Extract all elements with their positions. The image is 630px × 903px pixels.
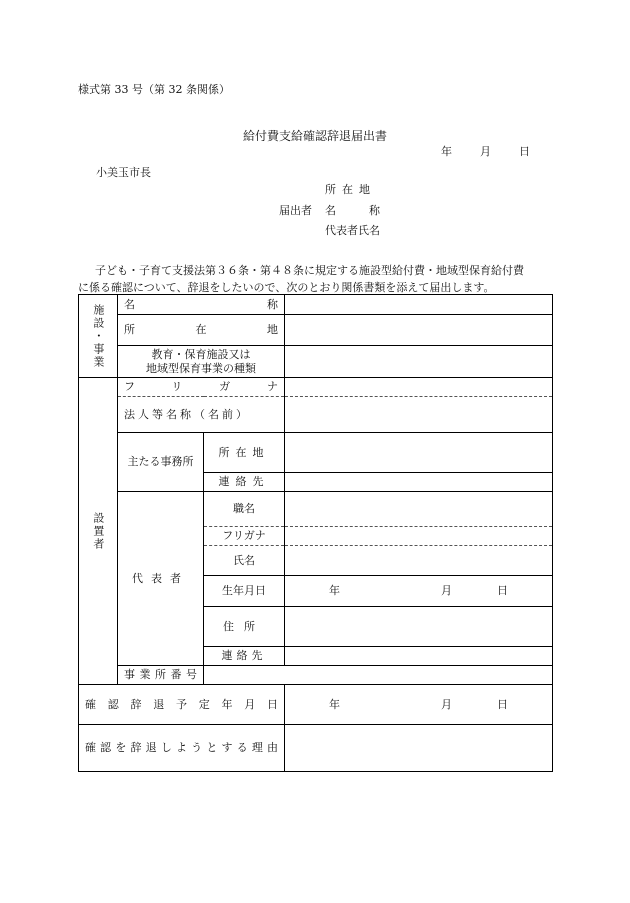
rep-furigana-field[interactable] [285,527,553,546]
office-number-field[interactable] [204,666,553,685]
facility-address-field[interactable] [285,315,553,346]
office-address-field[interactable] [285,433,553,473]
birth-year: 年 [329,584,340,598]
office-address-label: 所在地 [204,433,285,473]
rep-name-field[interactable] [285,546,553,576]
representative-label-cell: 代表者 [118,492,204,666]
corp-name-field[interactable] [285,397,553,433]
date-month: 月 [480,145,491,158]
facility-type-field[interactable] [285,346,553,378]
withdraw-date-field[interactable] [285,685,553,725]
date-day: 日 [519,145,530,158]
facility-name-label: 名称 [118,295,285,315]
address-label: 所在地 [325,183,376,196]
furigana-field[interactable] [285,378,553,397]
birth-day: 日 [497,584,508,598]
form-number: 様式第 33 号（第 32 条関係） [78,83,230,96]
office-contact-label: 連絡先 [204,473,285,492]
rep-address-label: 住所 [204,607,285,647]
representative-label: 代表者氏名 [325,224,380,237]
founder-group-label: 設置者 [79,378,118,685]
confirmation-withdrawal-form [78,294,553,772]
rep-title-field[interactable] [285,492,553,527]
rep-contact-label: 連絡先 [204,647,285,666]
corp-name-label: 法人等名称（名前） [118,397,285,433]
furigana-label: フリガナ [118,378,285,397]
rep-birth-label: 生年月日 [204,576,285,607]
office-contact-field[interactable] [285,473,553,492]
facility-type-label: 教育・保育施設又は 地域型保育事業の種類 [118,346,285,378]
intro-line-2: に係る確認について、辞退をしたいので、次のとおり関係書類を添えて届出します。 [78,281,495,294]
name-label: 名 称 [325,204,380,217]
intro-line-1: 子ども・子育て支援法第３６条・第４８条に規定する施設型給付費・地域型保育給付費 [95,264,524,277]
notifier-label: 届出者 [279,204,312,217]
rep-address-field[interactable] [285,607,553,647]
main-office-label: 主たる事務所 [118,433,204,492]
rep-furigana-label: フリガナ [204,527,285,546]
rep-contact-field[interactable] [285,647,553,666]
withdraw-year: 年 [329,697,340,711]
date-year: 年 [441,145,452,158]
rep-title-label: 職名 [204,492,285,527]
office-number-label: 事業所番号 [118,666,204,685]
withdraw-month: 月 [441,697,452,711]
submission-date [441,143,530,159]
rep-birth-field[interactable] [285,576,553,607]
facility-group-label: 施設・事業 [79,295,118,378]
withdraw-day: 日 [497,697,508,711]
facility-name-field[interactable] [285,295,553,315]
withdraw-reason-field[interactable] [285,725,553,772]
withdraw-date-label: 確認辞退予定年月日 [79,685,285,725]
addressee: 小美玉市長 [96,166,151,179]
rep-name-label: 氏名 [204,546,285,576]
document-title: 給付費支給確認辞退届出書 [242,129,387,143]
birth-month: 月 [441,584,452,598]
withdraw-reason-label: 確認を辞退しようとする理由 [79,725,285,772]
facility-address-label: 所在地 [118,315,285,346]
